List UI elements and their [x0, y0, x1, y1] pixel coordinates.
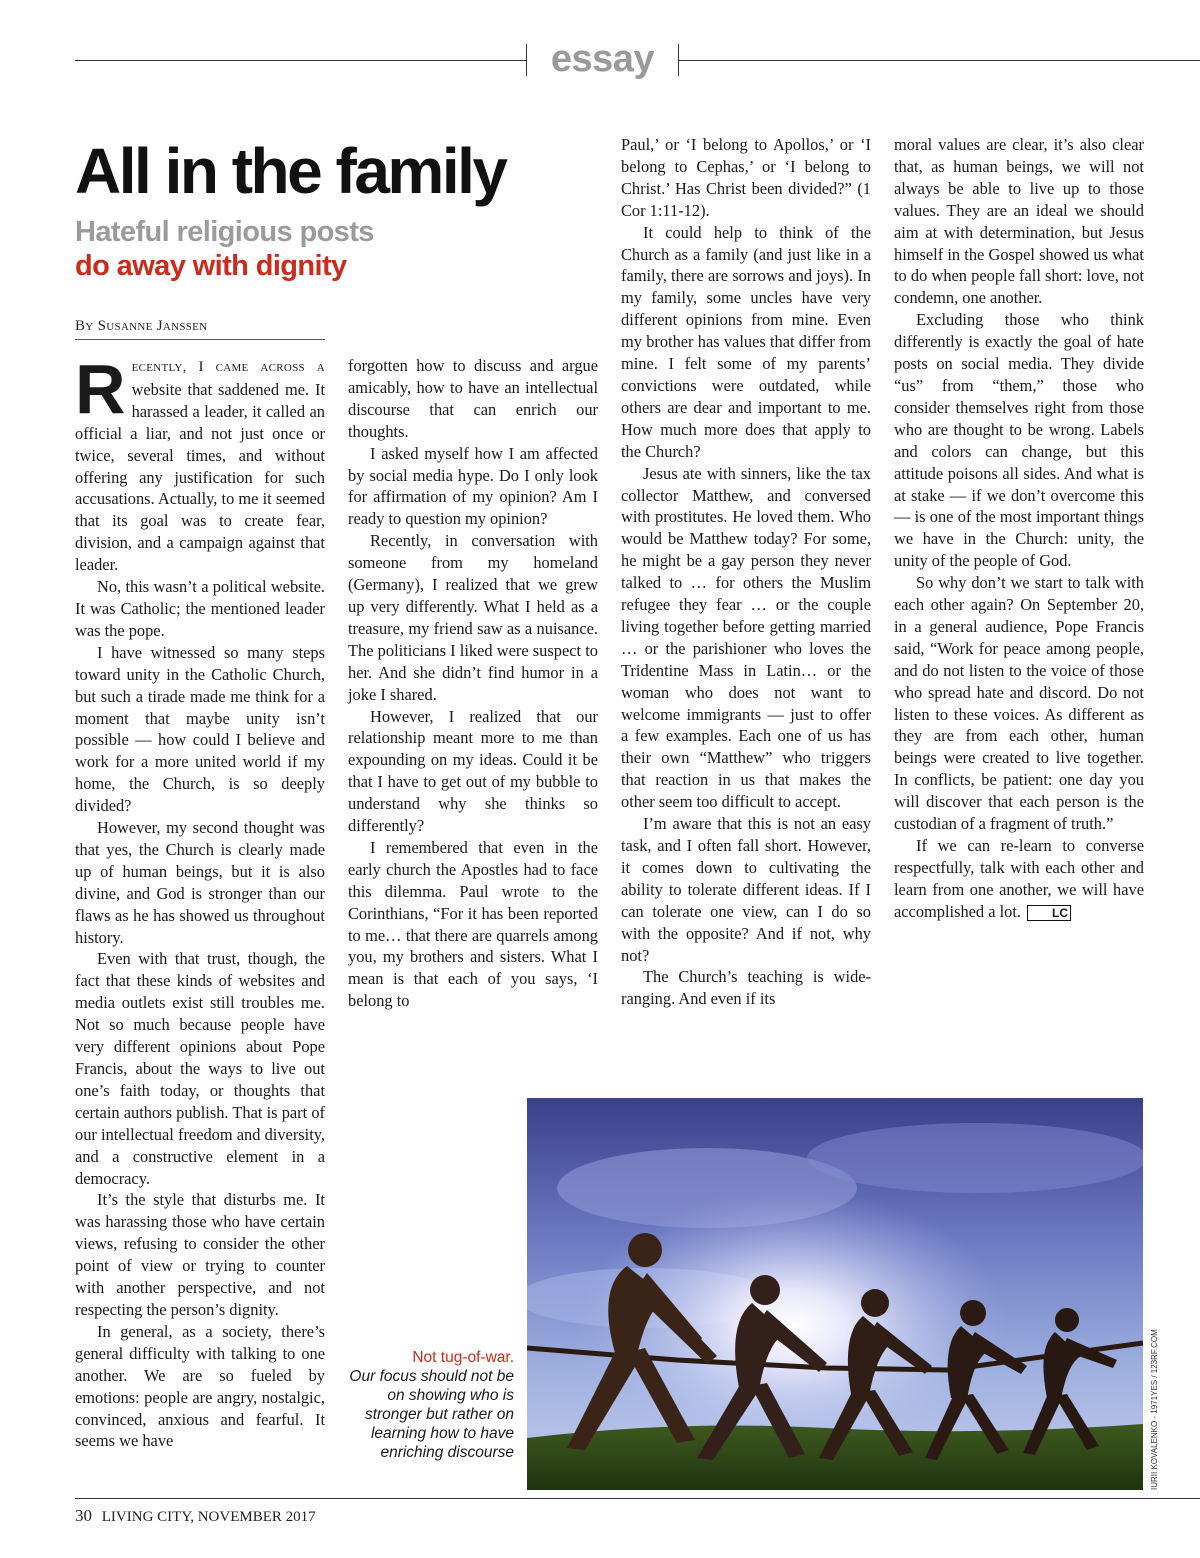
text-column-3	[621, 134, 871, 1010]
paragraph: However, my second thought was that yes, the Church is clearly made up of human beings, but it is also divine, and God is stronger than our flaws as he has showed us throughout history.	[75, 818, 325, 947]
paragraph: Paul,’ or ‘I belong to Apollos,’ or ‘I belong to Cephas,’ or ‘I belong to Christ.’ Has Christ been divided?” (1 Cor 1:11-12).	[621, 135, 871, 220]
byline-rule	[75, 339, 325, 340]
paragraph: Even with that trust, though, the fact that these kinds of websites and media outlets exist still troubles me. Not so much because people have very different opinions about Pope Francis, about the ways to live out one’s faith today, or thoughts that certain authors publish. That is part of our intellectual freedom and diversity, and a constructive element in a democracy.	[75, 949, 325, 1188]
header-rule-right	[678, 60, 1200, 61]
paragraph: Excluding those who think differently is exactly the goal of hate posts on social media. They divide “us” from “them,” those who consider themselves right from those who are thought to be wrong. Labels and colors can change, but this attitude poisons all sides. And what is at stake — if we don’t overcome this — is one of the most important things we have in the Church: unity, the unity of the people of God.	[894, 310, 1144, 571]
article-subtitle-line1: Hateful religious posts	[75, 216, 374, 248]
page-number: 30	[75, 1506, 92, 1525]
text-column-1	[75, 350, 325, 1452]
publication-info: LIVING CITY, NOVEMBER 2017	[101, 1509, 316, 1525]
page-footer	[75, 1506, 316, 1526]
text-column-4	[894, 134, 1144, 923]
paragraph: moral values are clear, it’s also clear that, as human beings, we will not always be able to live up to those values. They are an ideal we should aim at with determination, but Jesus himself in the Gospel showed us what to do when people fall short: love, not condemn, one another.	[894, 135, 1144, 308]
tug-of-war-photo	[527, 1098, 1143, 1490]
end-mark-icon: LC	[1027, 905, 1071, 921]
footer-rule	[75, 1498, 1200, 1499]
paragraph: It could help to think of the Church as a family (and just like in a family, there are sorrows and joys). In my family, some uncles have very different opinions from mine. Even my brother has values that differ from mine. I felt some of my parents’ convictions were outdated, while others are dear and important to me. How much more does that apply to the Church?	[621, 222, 871, 461]
paragraph	[75, 350, 325, 576]
paragraph	[894, 835, 1144, 923]
paragraph: I have witnessed so many steps toward unity in the Catholic Church, but such a tirade made me think for a moment that maybe unity isn’t possible — how could I believe and work for a more united world if my home, the Church, is so deeply divided?	[75, 642, 325, 816]
section-label: essay	[550, 38, 655, 80]
text-column-2	[348, 355, 598, 1012]
paragraph: Recently, in conversation with someone from my homeland (Germany), I realized that we grew up very differently. What I held as a treasure, my friend saw as a nuisance. The politicians I liked were suspect to her. And she didn’t find humor in a joke I shared.	[348, 531, 598, 704]
paragraph: forgotten how to discuss and argue amicably, how to have an intellectual discourse that can enrich our thoughts.	[348, 356, 598, 441]
paragraph: However, I realized that our relationship meant more to me than expounding on my ideas. Could it be that I have to get out of my bubble to understand why she thinks so differently?	[348, 706, 598, 836]
drop-cap: R	[75, 350, 126, 428]
photo-credit: IURII KOVALENKO - 1971YES / 123RF.COM	[1150, 1329, 1159, 1490]
lead-in: ecently, I came across a	[131, 359, 325, 375]
caption-text: Our focus should not be on showing who is stronger but rather on learning how to have enriching discourse	[349, 1368, 514, 1461]
paragraph: No, this wasn’t a political website. It was Catholic; the mentioned leader was the pope.	[75, 577, 325, 640]
article-title: All in the family	[75, 135, 506, 207]
paragraph-text: If we can re-learn to converse respectfully, talk with each other and learn from one another, we will have accomplished a lot.	[894, 836, 1144, 921]
paragraph: In general, as a society, there’s general difficulty with talking to one another. We are so fueled by emotions: people are angry, nostalgic, convinced, anxious and fearful. It seems we have	[75, 1321, 325, 1451]
paragraph: I’m aware that this is not an easy task, and I often fall short. However, it comes down to cultivating the ability to tolerate different ideas. If I can tolerate one view, can I do so with the opposite? And if not, why not?	[621, 814, 871, 965]
paragraph: I remembered that even in the early church the Apostles had to face this dilemma. Paul wrote to the Corinthians, “For it has been reported to me… that there are quarrels among you, my brothers and sisters. What I mean is that each of you says, ‘I belong to	[348, 837, 598, 1011]
caption-title: Not tug-of-war.	[412, 1349, 514, 1366]
paragraph: I asked myself how I am affected by social media hype. Do I only look for affirmation of my opinion? Am I ready to question my opinion?	[348, 443, 598, 529]
paragraph: Jesus ate with sinners, like the tax collector Matthew, and conversed with prostitutes. He loved them. Who would be Matthew today? For some, he might be a gay person they never talked to … for others the Muslim refugee they fear … or the couple living together before getting married … or the parishioner who loves the Tridentine Mass in Latin… or the woman who does not want to welcome immigrants — just to offer a few examples. Each one of us has their own “Matthew” who triggers that reaction in us that makes the other seem too difficult to accept.	[621, 463, 871, 812]
paragraph: The Church’s teaching is wide-ranging. And even if its	[621, 967, 871, 1009]
photo-caption	[340, 1348, 514, 1462]
paragraph: It’s the style that disturbs me. It was harassing those who have certain views, refusing to consider the other point of view or trying to counter with another perspective, and not respecting the person’s dignity.	[75, 1190, 325, 1319]
byline: By Susanne Janssen	[75, 318, 208, 334]
paragraph-text: website that saddened me. It harassed a leader, it called an official a liar, and not just once or twice, several times, and without offering any justification for such accusations. Actually, to me it seemed that its goal was to create fear, division, and a campaign against that leader.	[75, 379, 325, 575]
paragraph: So why don’t we start to talk with each other again? On September 20, in a general audience, Pope Francis said, “Work for peace among people, and do not listen to the voice of those who spread hate and discord. Do not listen to these voices. As different as they are from each other, human beings were created to live together. In conflicts, be patient: one day you will discover that each person is the custodian of a fragment of truth.”	[894, 573, 1144, 834]
header-rule-left	[75, 60, 527, 61]
article-subtitle-line2: do away with dignity	[75, 250, 347, 282]
